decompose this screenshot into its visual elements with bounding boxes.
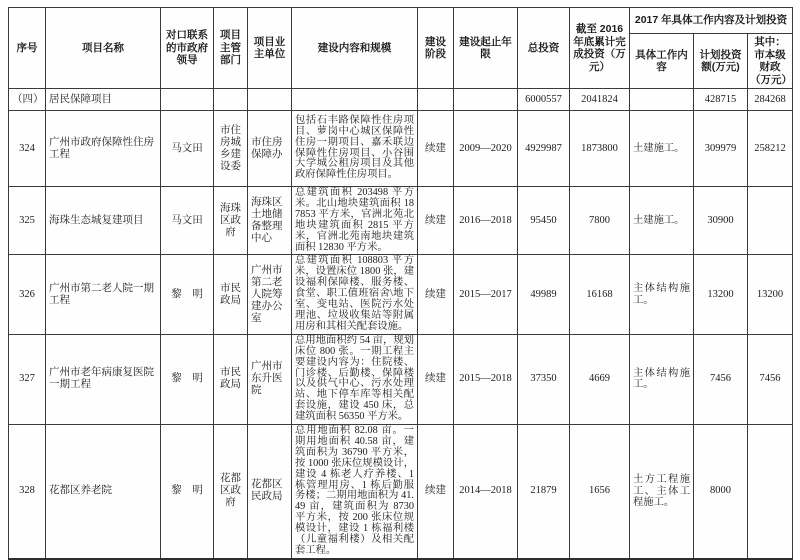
cell-muni: 13200	[748, 255, 793, 334]
cell-muni	[748, 425, 793, 559]
cell-seq: （四）	[9, 89, 46, 111]
projects-table	[8, 7, 793, 560]
cell-total: 6000557	[518, 89, 570, 111]
cell-owner	[248, 89, 292, 111]
cell-owner: 花都区民政局	[248, 425, 292, 559]
col-header-dept: 项目主管部门	[214, 8, 248, 89]
cell-dept	[214, 89, 248, 111]
cell-years: 2014—2018	[454, 425, 518, 559]
cell-leader: 马文田	[161, 187, 214, 255]
cell-phase: 续建	[418, 425, 454, 559]
table-body	[9, 89, 793, 559]
cell-dept: 市民政局	[214, 255, 248, 334]
cell-done2016: 16168	[570, 255, 630, 334]
cell-years: 2016—2018	[454, 187, 518, 255]
cell-muni: 258212	[748, 111, 793, 187]
cell-years: 2015—2017	[454, 255, 518, 334]
table-row	[9, 187, 793, 255]
cell-phase: 续建	[418, 334, 454, 424]
cell-content: 总建筑面积 108803 平方米，设置床位 1800 张，建设福利保障楼、服务楼、食堂、职工值班宿舍\地下室、变电站、医院污水处理池、垃圾收集站等附属用房和其相关配套设施。	[292, 255, 418, 334]
col-header-group-2017: 2017 年具体工作内容及计划投资	[630, 8, 793, 34]
cell-done2016: 7800	[570, 187, 630, 255]
cell-owner: 市住房保障办	[248, 111, 292, 187]
cell-name: 广州市老年病康复医院一期工程	[46, 334, 161, 424]
cell-muni	[748, 187, 793, 255]
cell-work: 主体结构施工。	[630, 334, 694, 424]
cell-seq: 325	[9, 187, 46, 255]
cell-muni: 284268	[748, 89, 793, 111]
cell-name: 广州市政府保障性住房工程	[46, 111, 161, 187]
cell-content: 总建筑面积 203498 平方米。北山地块建筑面积 187853 平方米，官洲北苑北地块建筑面积 2815 平方米，官洲北苑南地块建筑面积 12830 平方米。	[292, 187, 418, 255]
cell-phase: 续建	[418, 187, 454, 255]
col-header-work: 具体工作内容	[630, 34, 694, 89]
cell-work: 土建施工。	[630, 111, 694, 187]
col-header-muni: 其中：市本级财政（万元）	[748, 34, 793, 89]
cell-muni: 7456	[748, 334, 793, 424]
cell-name: 花都区养老院	[46, 425, 161, 559]
cell-years: 2009—2020	[454, 111, 518, 187]
cell-plan: 7456	[694, 334, 748, 424]
cell-owner: 广州市东升医院	[248, 334, 292, 424]
col-header-content: 建设内容和规模	[292, 8, 418, 89]
cell-years: 2015—2018	[454, 334, 518, 424]
cell-name: 广州市第二老人院一期工程	[46, 255, 161, 334]
table-row	[9, 425, 793, 559]
cell-work	[630, 89, 694, 111]
cell-dept: 海珠区政府	[214, 187, 248, 255]
cell-total: 49989	[518, 255, 570, 334]
cell-dept: 花都区政府	[214, 425, 248, 559]
cell-work: 土建施工。	[630, 187, 694, 255]
col-header-leader: 对口联系的市政府领导	[161, 8, 214, 89]
table-row	[9, 89, 793, 111]
cell-total: 37350	[518, 334, 570, 424]
cell-work: 土方工程施工、主体工程施工。	[630, 425, 694, 559]
table-header	[9, 8, 793, 89]
cell-done2016: 1873800	[570, 111, 630, 187]
cell-plan: 8000	[694, 425, 748, 559]
cell-leader: 马文田	[161, 111, 214, 187]
cell-total: 21879	[518, 425, 570, 559]
cell-leader: 黎 明	[161, 255, 214, 334]
cell-content	[292, 89, 418, 111]
cell-years	[454, 89, 518, 111]
cell-seq: 324	[9, 111, 46, 187]
cell-content: 包括石丰路保障性住房项目、萝岗中心城区保障性住房一期项目、嘉禾联边保障性住房项目、小谷围大学城公租房项目及其他政府保障性住房项目。	[292, 111, 418, 187]
col-header-name: 项目名称	[46, 8, 161, 89]
cell-leader: 黎 明	[161, 334, 214, 424]
cell-plan: 30900	[694, 187, 748, 255]
col-header-phase: 建设阶段	[418, 8, 454, 89]
col-header-seq: 序号	[9, 8, 46, 89]
cell-content: 总用地面积 82.08 亩。一期用地面积 40.58 亩，建筑面积为 36790 平方米，按 1000 张床位规模设计，建设 4 栋老人疗养楼、1 栋管理用房、1 栋后勤服务楼；二期用地面积为 41.49 亩，建筑面积为 8730 平方米，按 200 张床位规模设计，建设 1 栋福利楼（儿童福利楼）及相关配套工程。	[292, 425, 418, 559]
col-header-owner: 项目业主单位	[248, 8, 292, 89]
table-row	[9, 111, 793, 187]
cell-owner: 海珠区土地储备整理中心	[248, 187, 292, 255]
cell-plan: 13200	[694, 255, 748, 334]
cell-phase	[418, 89, 454, 111]
cell-content: 总用地面积约 54 亩，规划床位 800 张。一期工程主要建设内容为：住院楼、门诊楼、后勤楼、保障楼以及供气中心、污水处理站、地下停车库等相关配套设施，建设 450 床，总建筑面积 56350 平方米。	[292, 334, 418, 424]
cell-done2016: 1656	[570, 425, 630, 559]
cell-total: 4929987	[518, 111, 570, 187]
cell-seq: 328	[9, 425, 46, 559]
col-header-years: 建设起止年限	[454, 8, 518, 89]
col-header-done2016: 截至 2016 年底累计完成投资（万元）	[570, 8, 630, 89]
table-row	[9, 255, 793, 334]
col-header-plan: 计划投资额(万元)	[694, 34, 748, 89]
cell-plan: 428715	[694, 89, 748, 111]
cell-seq: 327	[9, 334, 46, 424]
cell-leader	[161, 89, 214, 111]
cell-leader: 黎 明	[161, 425, 214, 559]
cell-phase: 续建	[418, 255, 454, 334]
cell-dept: 市民政局	[214, 334, 248, 424]
cell-plan: 309979	[694, 111, 748, 187]
cell-dept: 市住房城乡建设委	[214, 111, 248, 187]
cell-total: 95450	[518, 187, 570, 255]
cell-name: 海珠生态城复建项目	[46, 187, 161, 255]
col-header-total: 总投资	[518, 8, 570, 89]
cell-done2016: 2041824	[570, 89, 630, 111]
cell-work: 主体结构施工。	[630, 255, 694, 334]
cell-done2016: 4669	[570, 334, 630, 424]
cell-phase: 续建	[418, 111, 454, 187]
cell-seq: 326	[9, 255, 46, 334]
cell-owner: 广州市第二老人院筹建办公室	[248, 255, 292, 334]
table-row	[9, 334, 793, 424]
cell-name: 居民保障项目	[46, 89, 161, 111]
